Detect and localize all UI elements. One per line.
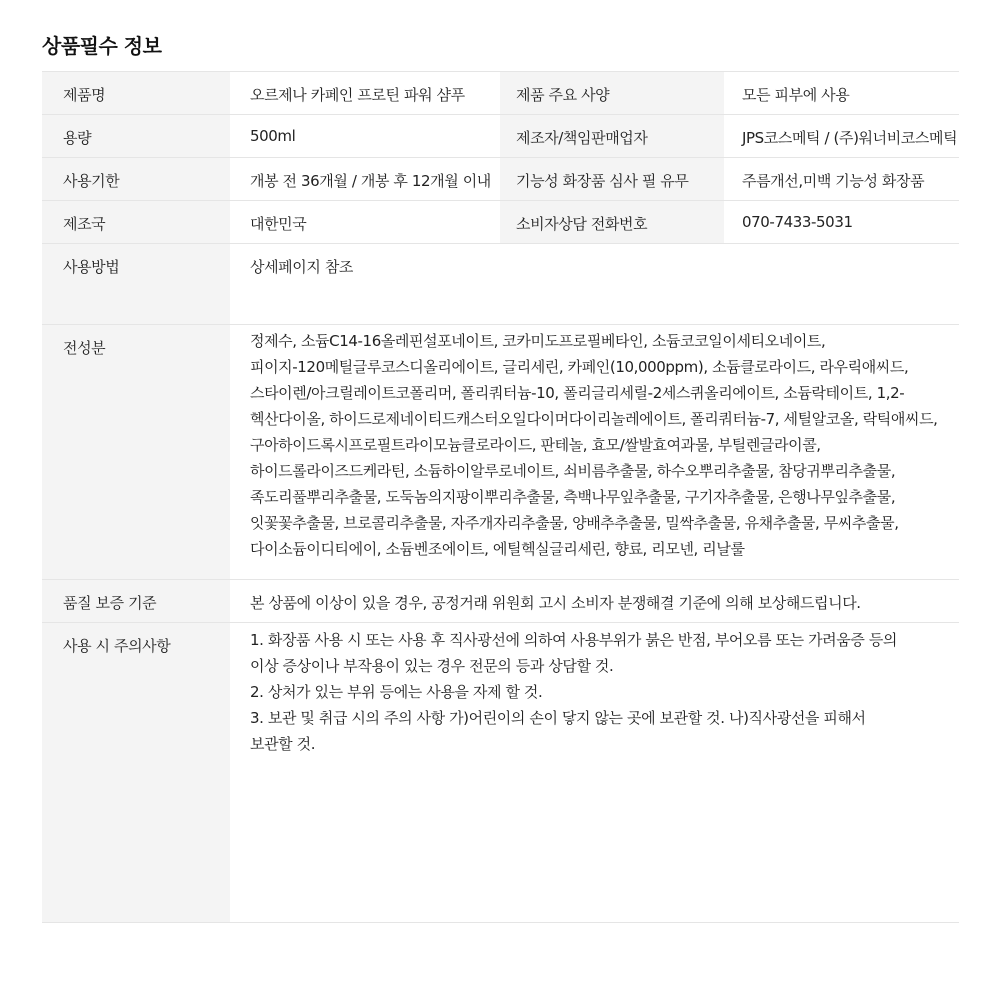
expiry-label: 사용기한 [42,158,230,201]
section-title: 상품필수 정보 [42,34,162,58]
usage-label: 사용방법 [42,244,230,325]
main-spec-label: 제품 주요 사양 [500,72,724,115]
caution-line: 3. 보관 및 취급 시의 주의 사항 가)어린이의 손이 닿지 않는 곳에 보관할 것. 나)직사광선을 피해서 [250,709,866,727]
capacity-value: 500ml [230,115,500,158]
main-spec-value: 모든 피부에 사용 [724,72,959,115]
manufacturer-value: JPS코스메틱 / (주)워너비코스메틱 [724,115,959,158]
table-row [42,244,959,325]
expiry-value: 개봉 전 36개월 / 개봉 후 12개월 이내 [230,158,500,201]
product-name-value: 오르제나 카페인 프로틴 파워 샴푸 [230,72,500,115]
caution-value [230,623,959,923]
ingredients-label: 전성분 [42,325,230,580]
ingredients-value: 정제수, 소듐C14-16올레핀설포네이트, 코카미도프로필베타인, 소듐코코일이세티오네이트, 피이지-120메틸글루코스디올리에이트, 글리세린, 카페인(10,000ppm), 소듐클로라이드, 라우릭애씨드, 스타이렌/아크릴레이트코폴리머, 폴리쿼터늄-10, 폴리글리세릴-2세스퀴올리에이트, 소듐락테이트, 1,2-헥산다이올, 하이드로제네이티드캐스터오일다이머다이리놀레에이트, 폴리쿼터늄-7, 세틸알코올, 락틱애씨드, 구아하이드록시프로필트라이모늄클로라이드, 판테놀, 효모/쌀발효여과물, 부틸렌글라이콜, 하이드롤라이즈드케라틴, 소듐하이알루로네이트, 쇠비름추출물, 하수오뿌리추출물, 참당귀뿌리추출물, 족도리풀뿌리추출물, 도둑놈의지팡이뿌리추출물, 측백나무잎추출물, 구기자추출물, 은행나무잎추출물, 잇꽃꽃추출물, 브로콜리추출물, 자주개자리추출물, 양배추추출물, 밀싹추출물, 유채추출물, 무씨추출물, 다이소듐이디티에이, 소듐벤조에이트, 에틸헥실글리세린, 향료, 리모넨, 리날룰 [230,325,959,580]
usage-value: 상세페이지 참조 [230,244,959,325]
table-row [42,325,959,580]
table-row [42,623,959,923]
table-row [42,158,959,201]
quality-label: 품질 보증 기준 [42,580,230,623]
capacity-label: 용량 [42,115,230,158]
caution-line: 1. 화장품 사용 시 또는 사용 후 직사광선에 의하여 사용부위가 붉은 반점, 부어오름 또는 가려움증 등의 [250,631,898,649]
table-row [42,201,959,244]
table-row [42,115,959,158]
table-row [42,580,959,623]
functional-value: 주름개선,미백 기능성 화장품 [724,158,959,201]
product-info-table [42,71,959,923]
consult-phone-label: 소비자상담 전화번호 [500,201,724,244]
consult-phone-value: 070-7433-5031 [724,201,959,244]
caution-line: 이상 증상이나 부작용이 있는 경우 전문의 등과 상담할 것. [250,657,614,675]
table-row [42,72,959,115]
manufacturer-label: 제조자/책임판매업자 [500,115,724,158]
caution-label: 사용 시 주의사항 [42,623,230,923]
caution-line: 2. 상처가 있는 부위 등에는 사용을 자제 할 것. [250,683,543,701]
caution-line: 보관할 것. [250,735,316,753]
functional-label: 기능성 화장품 심사 필 유무 [500,158,724,201]
country-value: 대한민국 [230,201,500,244]
quality-value: 본 상품에 이상이 있을 경우, 공정거래 위원회 고시 소비자 분쟁해결 기준에 의해 보상해드립니다. [230,580,959,623]
country-label: 제조국 [42,201,230,244]
product-name-label: 제품명 [42,72,230,115]
